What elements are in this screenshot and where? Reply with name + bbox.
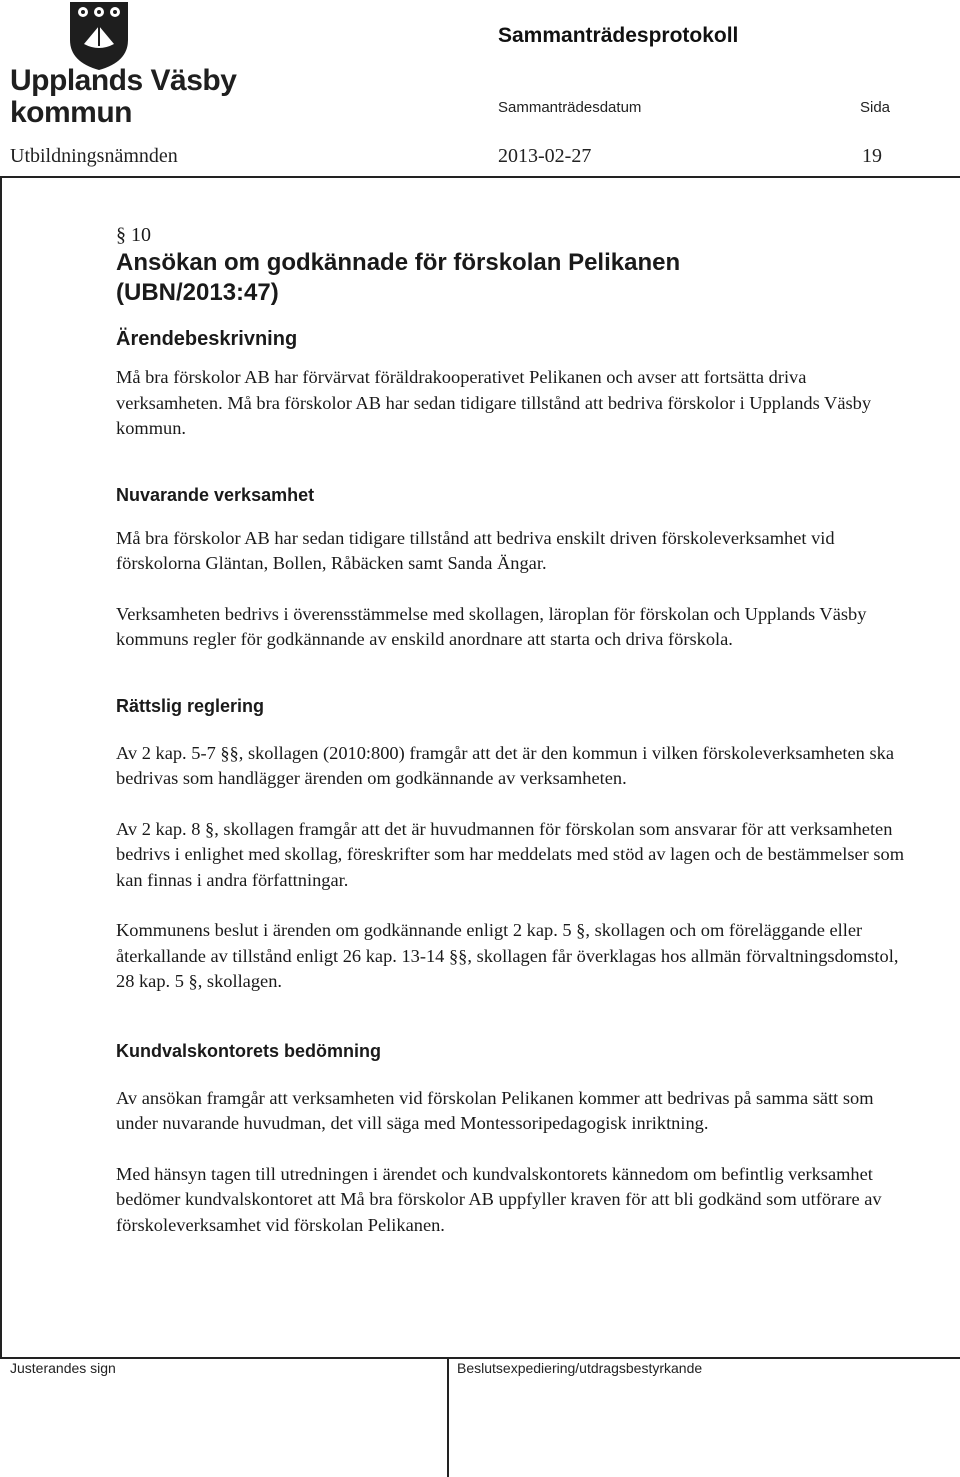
wordmark-line2: kommun [10, 96, 133, 129]
municipality-wordmark [10, 66, 236, 128]
kundval-paragraph-1: Av ansökan framgår att verksamheten vid förskolan Pelikanen kommer att bedrivas på samma sätt som under nuvarande huvudman, det vill säga med Montessoripedagogisk inriktning. [116, 1087, 874, 1133]
crowns [78, 7, 120, 17]
rattslig-paragraph-3: Kommunens beslut i ärenden om godkännande enligt 2 kap. 5 §, skollagen och om föreläggande eller återkallande av tillstånd enligt 26 kap. 13-14 §§, skollagen får överklagas hos allmän förvaltningsdomstol, 28 kap. 5 §, skollagen. [116, 920, 899, 991]
paragraph-number: § 10 [116, 224, 151, 246]
nuvarande-paragraph-1: Må bra förskolor AB har sedan tidigare tillstånd att bedriva enskilt driven förskoleverksamhet vid förskolorna Gläntan, Bollen, Råbäcken samt Sanda Ängar. [116, 527, 835, 573]
page-number: 19 [862, 145, 882, 167]
heading-rattslig-reglering: Rättslig reglering [116, 695, 265, 716]
footer-divider [447, 1357, 449, 1477]
arendebeskrivning-text: Må bra förskolor AB har förvärvat föräldrakooperativet Pelikanen och avser att fortsätta driva verksamheten. Må bra förskolor AB har sedan tidigare tillstånd att bedriva förskolor i Upplands Väsby kommun. [116, 367, 872, 438]
wordmark-line1: Upplands Väsby [10, 64, 237, 97]
committee-name: Utbildningsnämnden [10, 145, 178, 167]
date-label: Sammanträdesdatum [498, 99, 642, 116]
justerandes-sign-label: Justerandes sign [10, 1360, 116, 1376]
heading-kundvalskontorets-bedomning: Kundvalskontorets bedömning [116, 1040, 382, 1061]
nuvarande-paragraph-2: Verksamheten bedrivs i överensstämmelse med skollagen, läroplan för förskolan och Upplands Väsby kommuns regler för godkännande av enskild anordnare att starta och driva förskola. [116, 603, 867, 649]
frame-top-rule [0, 176, 960, 178]
document-title: Sammanträdesprotokoll [498, 24, 739, 47]
heading-nuvarande-verksamhet: Nuvarande verksamhet [116, 484, 315, 505]
page-label: Sida [860, 99, 891, 116]
protocol-body [116, 222, 916, 1238]
rattslig-paragraph-2: Av 2 kap. 8 §, skollagen framgår att det är huvudmannen för förskolan som ansvarar för att verksamheten bedrivs i enlighet med skollag, föreskrifter som har meddelats med stöd av lagen och de bestämmelser som kan finnas i andra författningar. [116, 818, 905, 890]
meeting-date: 2013-02-27 [498, 145, 592, 167]
beslutsexpediering-label: Beslutsexpediering/utdragsbestyrkande [457, 1360, 703, 1376]
item-title-line2: (UBN/2013:47) [116, 279, 279, 306]
item-title-line1: Ansökan om godkännade för förskolan Pelikanen [116, 249, 681, 276]
heading-arendebeskrivning: Ärendebeskrivning [116, 328, 298, 350]
kundval-paragraph-2: Med hänsyn tagen till utredningen i ärendet och kundvalskontorets kännedom om befintlig verksamhet bedömer kundvalskontoret att Må bra förskolor AB uppfyller kraven för att bli godkänd som utförare av förskoleverksamhet vid förskolan Pelikanen. [116, 1163, 882, 1235]
frame-left-rule [0, 176, 2, 1359]
rattslig-paragraph-1: Av 2 kap. 5-7 §§, skollagen (2010:800) framgår att det är den kommun i vilken förskoleverksamheten ska bedrivas som handlägger ärenden om godkännande av verksamheten. [116, 742, 894, 788]
frame-bottom-rule [0, 1357, 960, 1359]
